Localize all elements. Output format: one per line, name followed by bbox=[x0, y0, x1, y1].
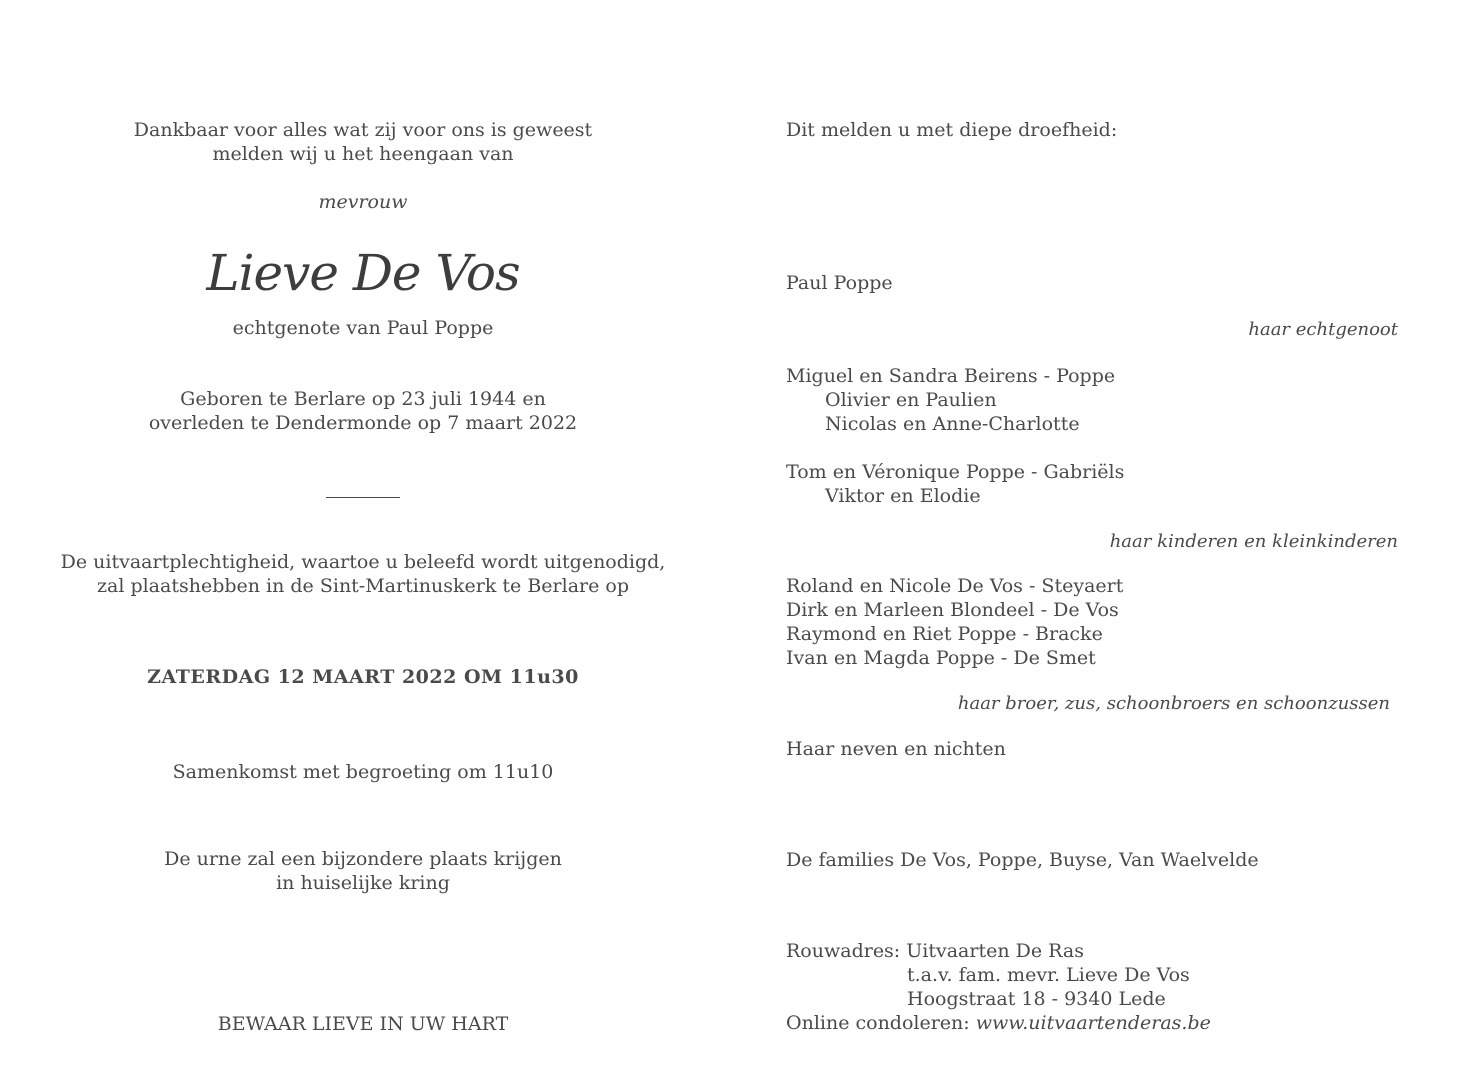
ceremony-datetime: ZATERDAG 12 MAART 2022 OM 11u30 bbox=[147, 666, 579, 688]
grandchildren-2a: Viktor en Elodie bbox=[825, 485, 981, 507]
died-line: overleden te Dendermonde op 7 maart 2022 bbox=[148, 412, 578, 434]
spouse-role: haar echtgenoot bbox=[1248, 319, 1398, 340]
closing-line: BEWAAR LIEVE IN UW HART bbox=[217, 1013, 509, 1035]
announce-line: Dit melden u met diepe droefheid: bbox=[786, 119, 1118, 141]
gathering-line: Samenkomst met begroeting om 11u10 bbox=[172, 761, 554, 783]
spouse-name: Paul Poppe bbox=[786, 272, 893, 294]
title-mevrouw: mevrouw bbox=[318, 191, 408, 213]
intro-line-1: Dankbaar voor alles wat zij voor ons is geweest bbox=[133, 119, 593, 141]
siblings-role: haar broer, zus, schoonbroers en schoonzussen bbox=[957, 693, 1390, 714]
cousins-line: Haar neven en nichten bbox=[786, 738, 1006, 760]
deceased-name: Lieve De Vos bbox=[206, 244, 520, 302]
children-role: haar kinderen en kleinkinderen bbox=[1109, 531, 1398, 552]
ceremony-line-1 bbox=[40, 550, 686, 574]
online-url-link[interactable]: www.uitvaartenderas.be bbox=[975, 1012, 1211, 1034]
born-line: Geboren te Berlare op 23 juli 1944 en bbox=[180, 388, 546, 410]
ceremony-line-2: zal plaatshebben in de Sint-Martinuskerk te Berlare op bbox=[96, 575, 630, 597]
divider-line bbox=[326, 497, 400, 498]
child-1-name: Miguel en Sandra Beirens - Poppe bbox=[786, 365, 1116, 387]
grandchildren-1a: Olivier en Paulien bbox=[825, 389, 997, 411]
urn-line-1: De urne zal een bijzondere plaats krijgen bbox=[164, 848, 562, 870]
sibling-3: Raymond en Riet Poppe - Bracke bbox=[786, 623, 1103, 645]
sibling-4: Ivan en Magda Poppe - De Smet bbox=[786, 647, 1096, 669]
address-line-3: Hoogstraat 18 - 9340 Lede bbox=[907, 988, 1166, 1010]
sibling-1: Roland en Nicole De Vos - Steyaert bbox=[786, 575, 1124, 597]
intro-line-2: melden wij u het heengaan van bbox=[212, 143, 514, 165]
spouse-line: echtgenote van Paul Poppe bbox=[232, 317, 494, 339]
child-2-name: Tom en Véronique Poppe - Gabriëls bbox=[786, 461, 1125, 483]
urn-line-2: in huiselijke kring bbox=[276, 872, 450, 894]
sibling-2: Dirk en Marleen Blondeel - De Vos bbox=[786, 599, 1119, 621]
online-condolence bbox=[786, 1011, 1211, 1035]
address-line-2: t.a.v. fam. mevr. Lieve De Vos bbox=[907, 964, 1190, 986]
grandchildren-1b: Nicolas en Anne-Charlotte bbox=[825, 413, 1080, 435]
address-label: Rouwadres: Uitvaarten De Ras bbox=[786, 940, 1084, 962]
online-label: Online condoleren: bbox=[786, 1012, 976, 1034]
families-line: De families De Vos, Poppe, Buyse, Van Waelvelde bbox=[786, 849, 1259, 871]
ceremony-line-1-text: De uitvaartplechtigheid, waartoe u beleefd wordt uitgenodigd, bbox=[60, 551, 666, 573]
